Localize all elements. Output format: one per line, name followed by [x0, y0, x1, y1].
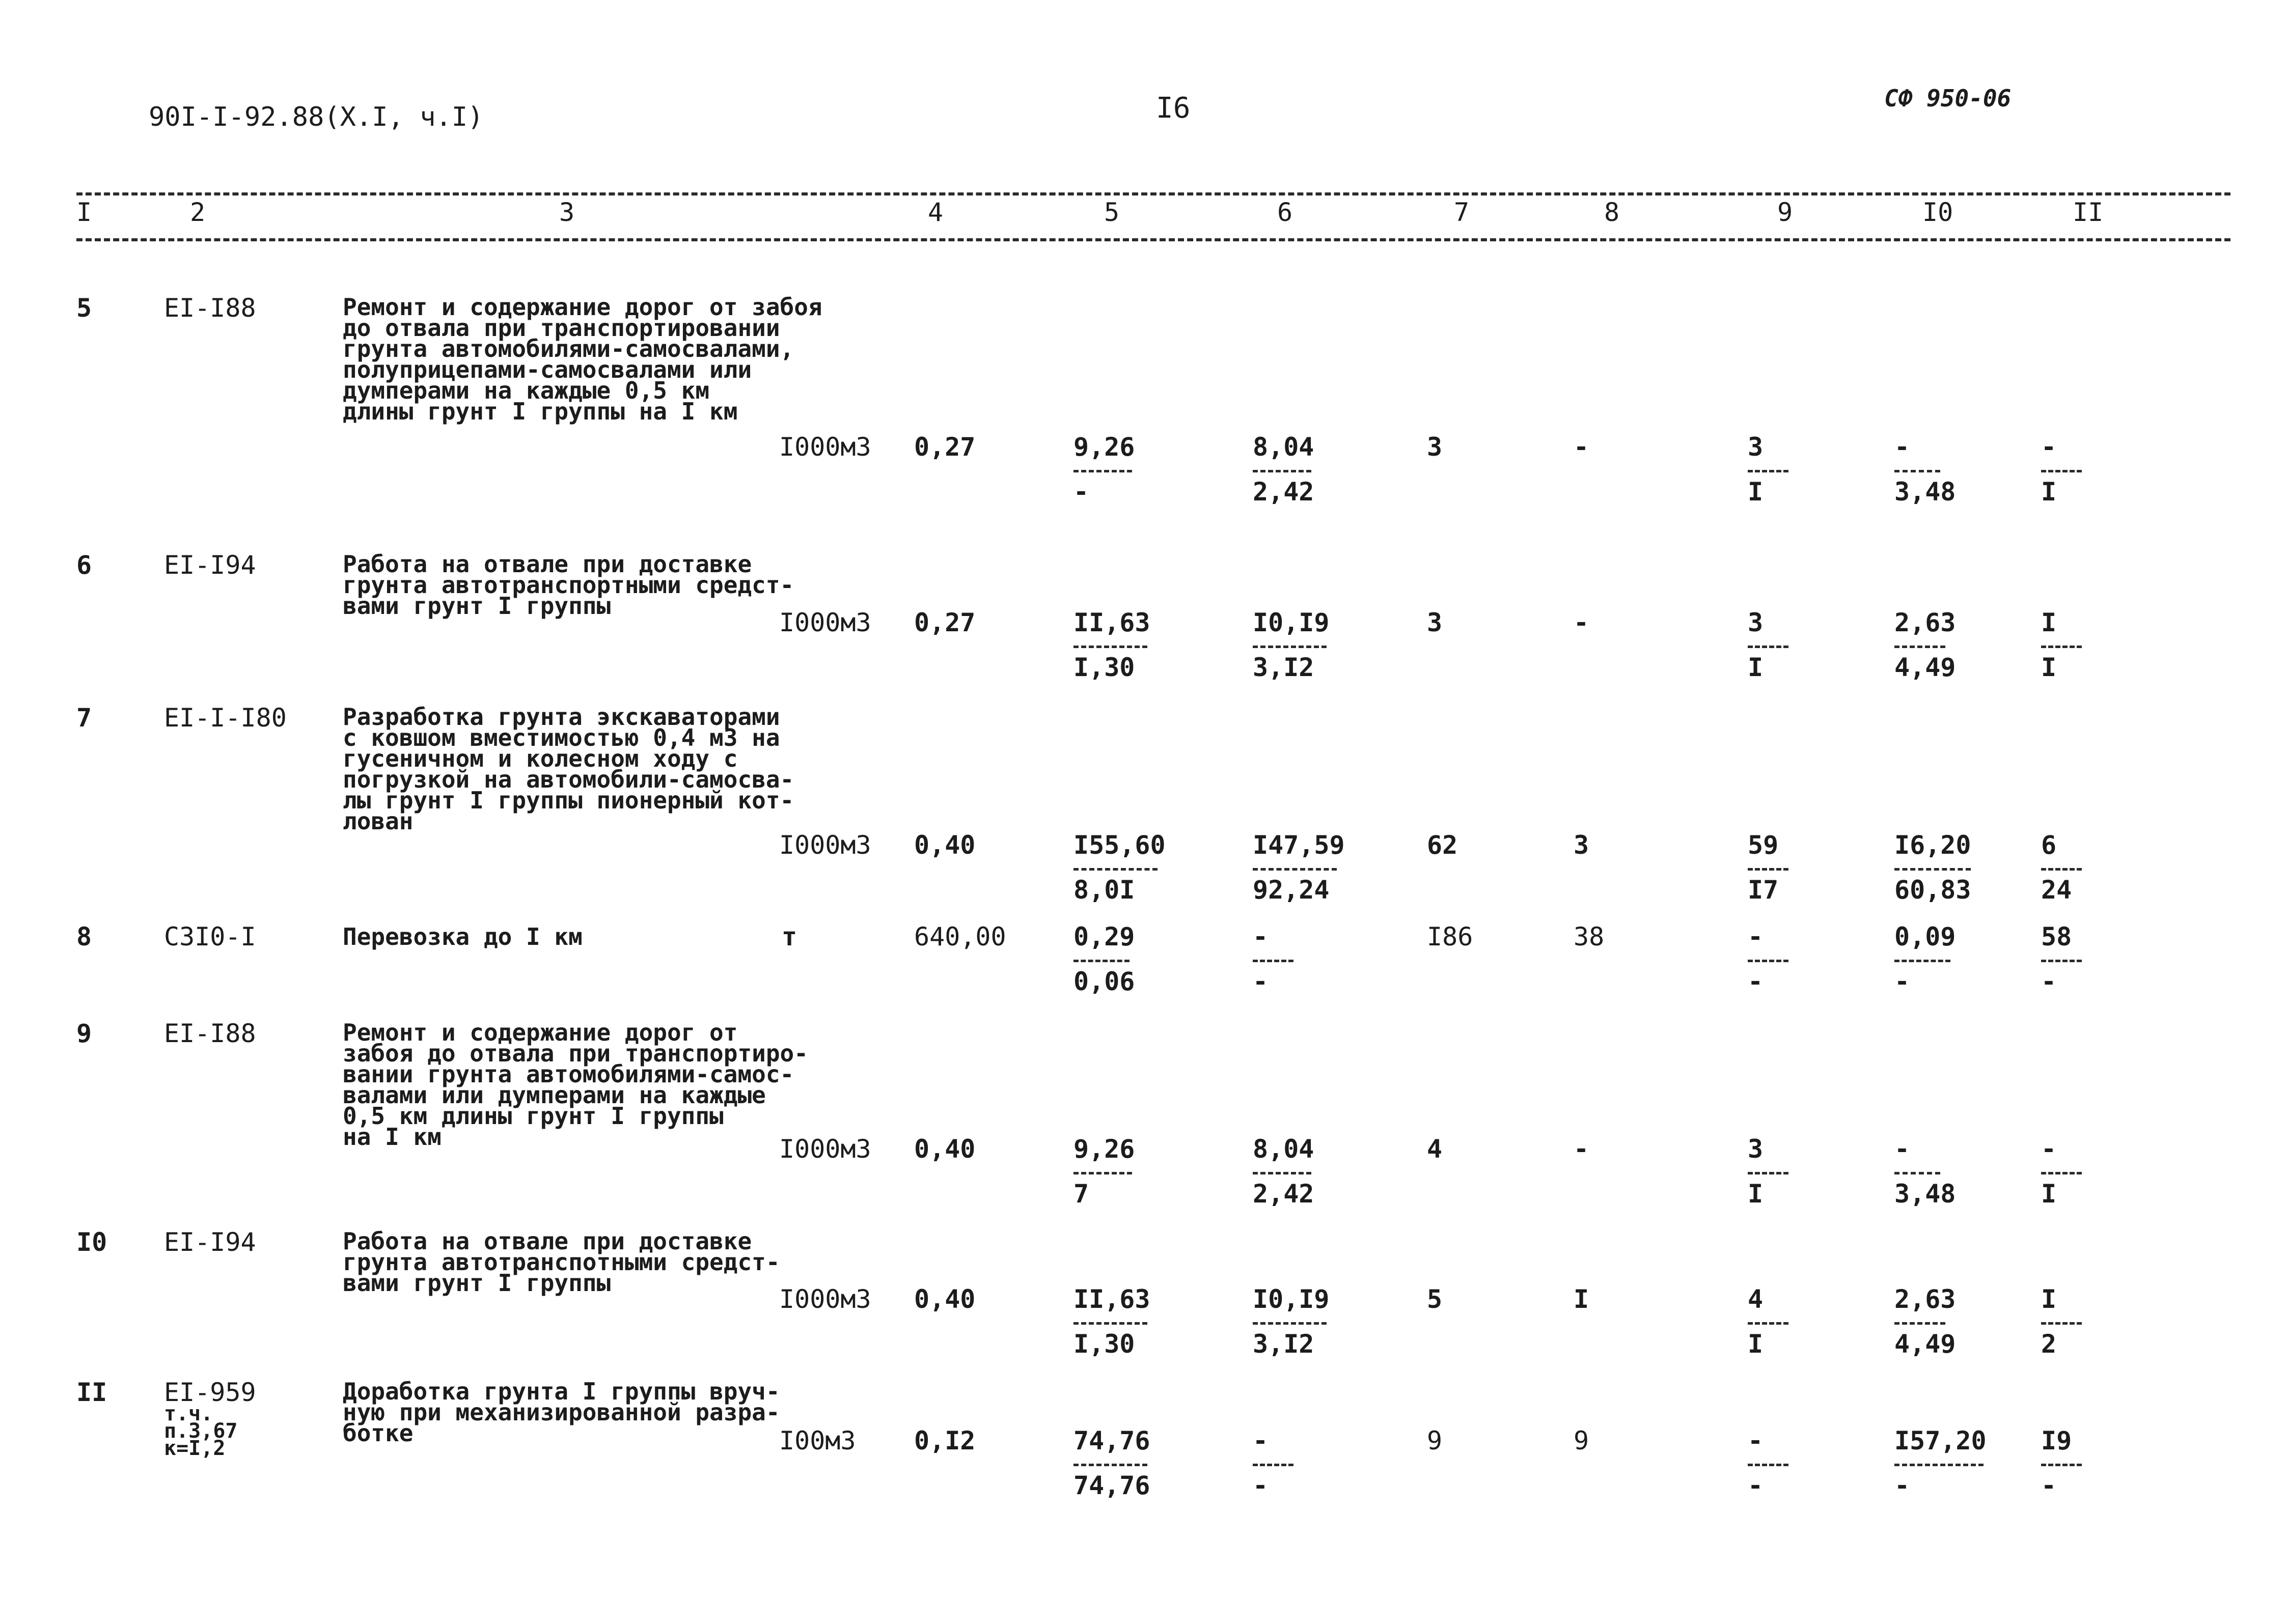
quantity: 0,40: [914, 1284, 976, 1314]
quantity: 0,27: [914, 432, 976, 462]
norm-code: EI-959: [164, 1378, 256, 1407]
column-header-11: II: [2073, 198, 2104, 227]
column-header-2: 2: [190, 198, 206, 227]
norm-code: EI-I94: [164, 1227, 256, 1257]
unit: I000м3: [779, 608, 871, 637]
col8-value: 38: [1574, 922, 1605, 951]
header-top-rule: [76, 192, 2230, 195]
column-header-3: 3: [559, 198, 575, 227]
header-bottom-rule: [76, 238, 2230, 241]
quantity: 0,27: [914, 608, 976, 637]
col8-value: I: [1574, 1284, 1589, 1314]
unit: I000м3: [779, 432, 871, 462]
row-number: 9: [76, 1019, 92, 1048]
norm-code: EI-I88: [164, 1019, 256, 1048]
column-header-6: 6: [1277, 198, 1293, 227]
col7-value: 62: [1427, 830, 1458, 860]
handwritten-stamp: СФ 950-06: [1884, 85, 2012, 112]
row-number: 5: [76, 293, 92, 323]
work-description: Разработка грунта экскаваторами с ковшом вместимостью 0,4 м3 на гусеничном и колесном ходу с погрузкой на автомобили-самосва- лы грунт I группы пионерный кот- лован: [343, 703, 794, 835]
unit: т: [782, 922, 797, 951]
column-header-9: 9: [1777, 198, 1793, 227]
col7-value: I86: [1427, 922, 1473, 951]
col7-value: 9: [1427, 1426, 1443, 1455]
column-header-1: I: [76, 198, 92, 227]
col8-value: 3: [1574, 830, 1589, 860]
work-description: Перевозка до I км: [343, 923, 583, 950]
row-number: 8: [76, 922, 92, 951]
column-header-8: 8: [1604, 198, 1620, 227]
col7-value: 4: [1427, 1134, 1443, 1164]
norm-code: EI-I94: [164, 550, 256, 580]
column-header-10: I0: [1922, 198, 1953, 227]
work-description: Ремонт и содержание дорог от забоя до отвала при транспортировании грунта автомобилями-самосвалами, полуприцепами-самосвалами или думперами на каждые 0,5 км длины грунт I группы на I км: [343, 293, 822, 425]
norm-code: C3I0-I: [164, 922, 256, 951]
row-number: 6: [76, 550, 92, 580]
document-code: 90I-I-92.88(X.I, ч.I): [149, 102, 484, 132]
row-number: I0: [76, 1227, 107, 1257]
work-description: Работа на отвале при доставке грунта автотранспортными средст- вами грунт I группы: [343, 550, 794, 620]
col8-value: -: [1574, 608, 1589, 637]
unit: I000м3: [779, 1134, 871, 1164]
document-page: 90I-I-92.88(X.I, ч.I) I6 СФ 950-06 I 2 3 4 5 6 7 8 9 I0 II 5 EI-I88 Ремонт и содержание дорог от забоя до отвала при транспортировании грунта автомобилями-самосвалами, полуприцепами-самосвалами или думперами на каждые 0,5 км длины грунт I группы на I км I000м3 0,27 9,26 - 8,04 2,42 3 - 3 I - 3,48 - I 6 EI-I94 Работа на отвале при доставке грунта автотранспортными средст- вами грунт I группы I000м3 0,27 II,63 I,30 I0,I9 3,I2 3 - 3 I 2,63 4,49 I I 7 EI-I-I80 Разработка грунта экскаваторами с ковшом вместимостью 0,4 м3 на гусеничном и колесном ходу с погрузкой на автомобили-самосва- лы грунт I группы пионерный кот- лован I000м3 0,40 I55,60 8,0I I47,59 92,24 62 3 59 I7 I6,20 60,83 6 24 8 C3I0-I Перевозка до I км т 640,00 0,29 0,06 - - I86 38 - - 0,09 - 58 - 9 EI-I88 Ремонт и содержание дорог от забоя до отвала при транспортиро- вании грунта автомобилями-самос- валами или думперами на каждые 0,5 км длины грунт I группы на I км I000м3 0,40 9,26 7 8,04 2,42 4 - 3 I - 3,48 - I I0 EI-I94 Работа на отвале при доставке грунта автотранспотными средст- вами грунт I группы I000м3 0,40 II,63 I,30 I0,I9 3,I2 5 I 4 I 2,63 4,49 I 2 II EI-959 т.ч. п.3,67 к=I,2 Доработка грунта I группы вруч- ную при механизированной разра- ботке I00м3 0,I2 74,76 74,76 - - 9 9 - - I57,20 - I9 -: [0, 0, 2286, 1624]
quantity: 0,40: [914, 830, 976, 860]
norm-code-note: т.ч. п.3,67 к=I,2: [164, 1402, 238, 1460]
work-description: Доработка грунта I группы вруч- ную при механизированной разра- ботке: [343, 1378, 780, 1447]
column-header-5: 5: [1104, 198, 1120, 227]
work-description: Ремонт и содержание дорог от забоя до отвала при транспортиро- вании грунта автомобилями-самос- валами или думперами на каждые 0,5 км длины грунт I группы на I км: [343, 1019, 808, 1151]
quantity: 640,00: [914, 922, 1006, 951]
norm-code: EI-I-I80: [164, 703, 287, 733]
unit: I000м3: [779, 1284, 871, 1314]
row-number: II: [76, 1378, 107, 1407]
col7-value: 5: [1427, 1284, 1443, 1314]
col8-value: 9: [1574, 1426, 1589, 1455]
row-number: 7: [76, 703, 92, 733]
unit: I00м3: [779, 1426, 856, 1455]
col8-value: -: [1574, 1134, 1589, 1164]
unit: I000м3: [779, 830, 871, 860]
col7-value: 3: [1427, 608, 1443, 637]
quantity: 0,40: [914, 1134, 976, 1164]
col7-value: 3: [1427, 432, 1443, 462]
page-number: I6: [1156, 92, 1191, 125]
norm-code: EI-I88: [164, 293, 256, 323]
column-header-4: 4: [928, 198, 944, 227]
column-header-7: 7: [1454, 198, 1470, 227]
col8-value: -: [1574, 432, 1589, 462]
quantity: 0,I2: [914, 1426, 976, 1455]
work-description: Работа на отвале при доставке грунта автотранспотными средст- вами грунт I группы: [343, 1227, 780, 1297]
